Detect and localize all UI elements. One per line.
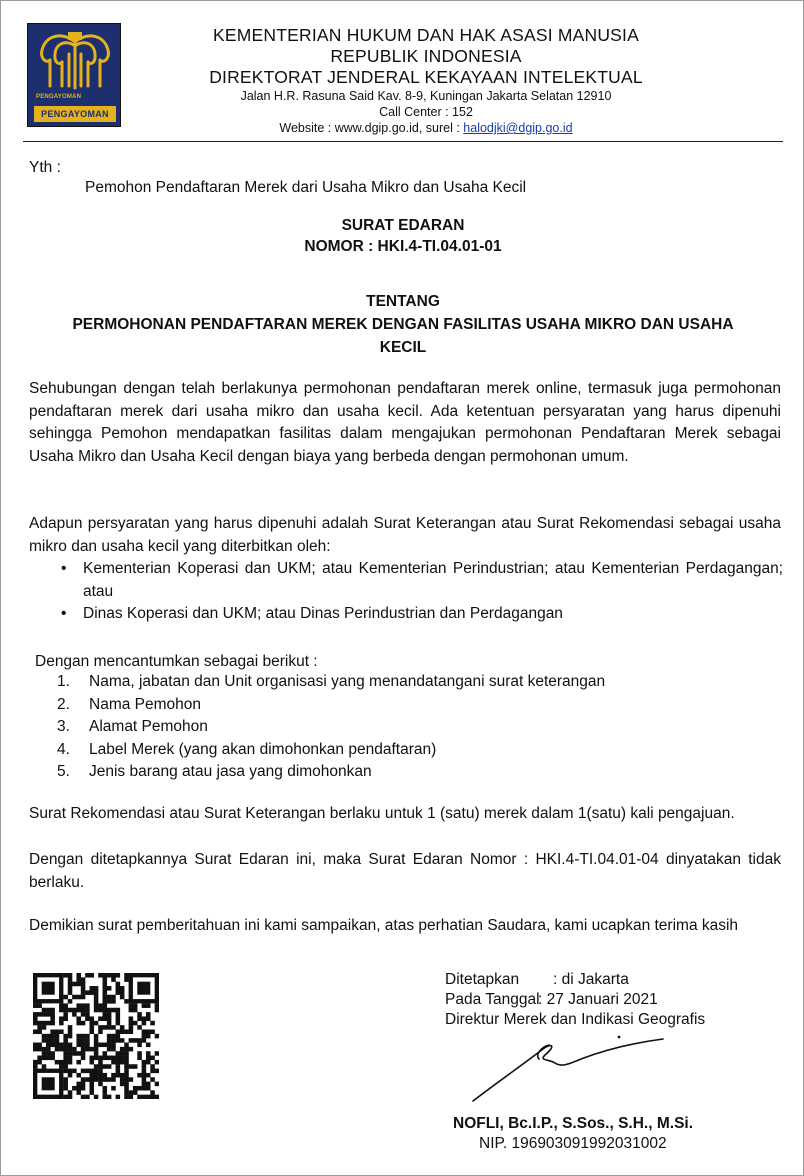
circular-number: NOMOR : HKI.4-TI.04.01-01 bbox=[304, 238, 502, 255]
place-label: Ditetapkan bbox=[445, 971, 520, 988]
list-item: 3. Alamat Pemohon bbox=[57, 718, 208, 735]
paragraph-4: Dengan ditetapkannya Surat Edaran ini, maka Surat Edaran Nomor : HKI.4-TI.04.01-04 dinyatakan tidak berlaku. bbox=[29, 851, 781, 891]
paragraph-2: Adapun persyaratan yang harus dipenuhi adalah Surat Keterangan atau Surat Rekomendasi sebagai usaha mikro dan usaha kecil yang diterbitkan oleh: bbox=[29, 515, 781, 555]
paragraph-5: Demikian surat pemberitahuan ini kami sampaikan, atas perhatian Saudara, kami ucapkan terima kasih bbox=[29, 917, 739, 934]
website-prefix: Website : www.dgip.go.id, surel : bbox=[279, 121, 464, 135]
subject-line-2: KECIL bbox=[379, 339, 427, 356]
handwritten-signature bbox=[469, 1033, 669, 1105]
call-center: Call Center : 152 bbox=[379, 105, 473, 119]
place-value: : di Jakarta bbox=[553, 971, 629, 988]
signer-nip: NIP. 196903091992031002 bbox=[479, 1135, 667, 1152]
about-heading: TENTANG bbox=[366, 293, 440, 310]
letterhead-divider bbox=[23, 141, 783, 142]
requirements-list bbox=[57, 671, 605, 784]
email-link[interactable]: halodjki@dgip.go.id bbox=[463, 121, 573, 135]
signer-position: Direktur Merek dan Indikasi Geografis bbox=[445, 1011, 706, 1028]
issuer-list-item: • Dinas Koperasi dan UKM; atau Dinas Perindustrian dan Perdagangan bbox=[61, 603, 783, 626]
signer-name: NOFLI, Bc.I.P., S.Sos., S.H., M.Si. bbox=[453, 1115, 694, 1132]
issuer-list bbox=[61, 558, 783, 626]
ministry-name: KEMENTERIAN HUKUM DAN HAK ASASI MANUSIA bbox=[213, 25, 639, 45]
list-item: 5. Jenis barang atau jasa yang dimohonkan bbox=[57, 763, 372, 780]
pengayoman-logo bbox=[27, 23, 121, 127]
list-item: 4. Label Merek (yang akan dimohonkan pendaftaran) bbox=[57, 740, 437, 758]
paragraph-3: Surat Rekomendasi atau Surat Keterangan berlaku untuk 1 (satu) merek dalam 1(satu) kali pengajuan. bbox=[29, 805, 735, 822]
list-item: 1. Nama, jabatan dan Unit organisasi yang menandatangani surat keterangan bbox=[57, 673, 606, 690]
qr-code bbox=[33, 973, 159, 1099]
date-label: Pada Tanggal bbox=[445, 991, 540, 1008]
website-line bbox=[131, 120, 721, 136]
issuer-list-item: • Kementerian Koperasi dan UKM; atau Kementerian Perindustrian; atau Kementerian Perdagangan; atau bbox=[61, 558, 783, 603]
date-value: : 27 Januari 2021 bbox=[538, 991, 658, 1008]
salutation: Yth : bbox=[29, 159, 61, 176]
logo-caption: PENGAYOMAN bbox=[36, 94, 82, 100]
logo-ribbon: PENGAYOMAN bbox=[34, 106, 116, 122]
list-intro: Dengan mencantumkan sebagai berikut : bbox=[35, 653, 318, 670]
directorate-name: DIREKTORAT JENDERAL KEKAYAAN INTELEKTUAL bbox=[209, 67, 643, 87]
address: Jalan H.R. Rasuna Said Kav. 8-9, Kuningan Jakarta Selatan 12910 bbox=[240, 89, 612, 103]
list-item: 2. Nama Pemohon bbox=[57, 695, 202, 713]
letterhead bbox=[131, 25, 721, 136]
circular-title: SURAT EDARAN bbox=[341, 217, 465, 234]
recipient-name: Pemohon Pendaftaran Merek dari Usaha Mikro dan Usaha Kecil bbox=[85, 179, 527, 196]
republic-name: REPUBLIK INDONESIA bbox=[330, 46, 522, 66]
paragraph-1: Sehubungan dengan telah berlakunya permohonan pendaftaran merek online, termasuk juga permohonan pendaftaran merek dari usaha mikro dan usaha kecil. Ada ketentuan persyaratan yang harus dipenuhi sehingga Pemohon mendapatkan fasilitas dalam mengajukan permohonan Pendaftaran Merek sebagai Usaha Mikro dan Usaha Kecil dengan biaya yang berbeda dengan permohonan umum. bbox=[29, 380, 781, 465]
subject-line-1: PERMOHONAN PENDAFTARAN MEREK DENGAN FASILITAS USAHA MIKRO DAN USAHA bbox=[72, 316, 734, 333]
